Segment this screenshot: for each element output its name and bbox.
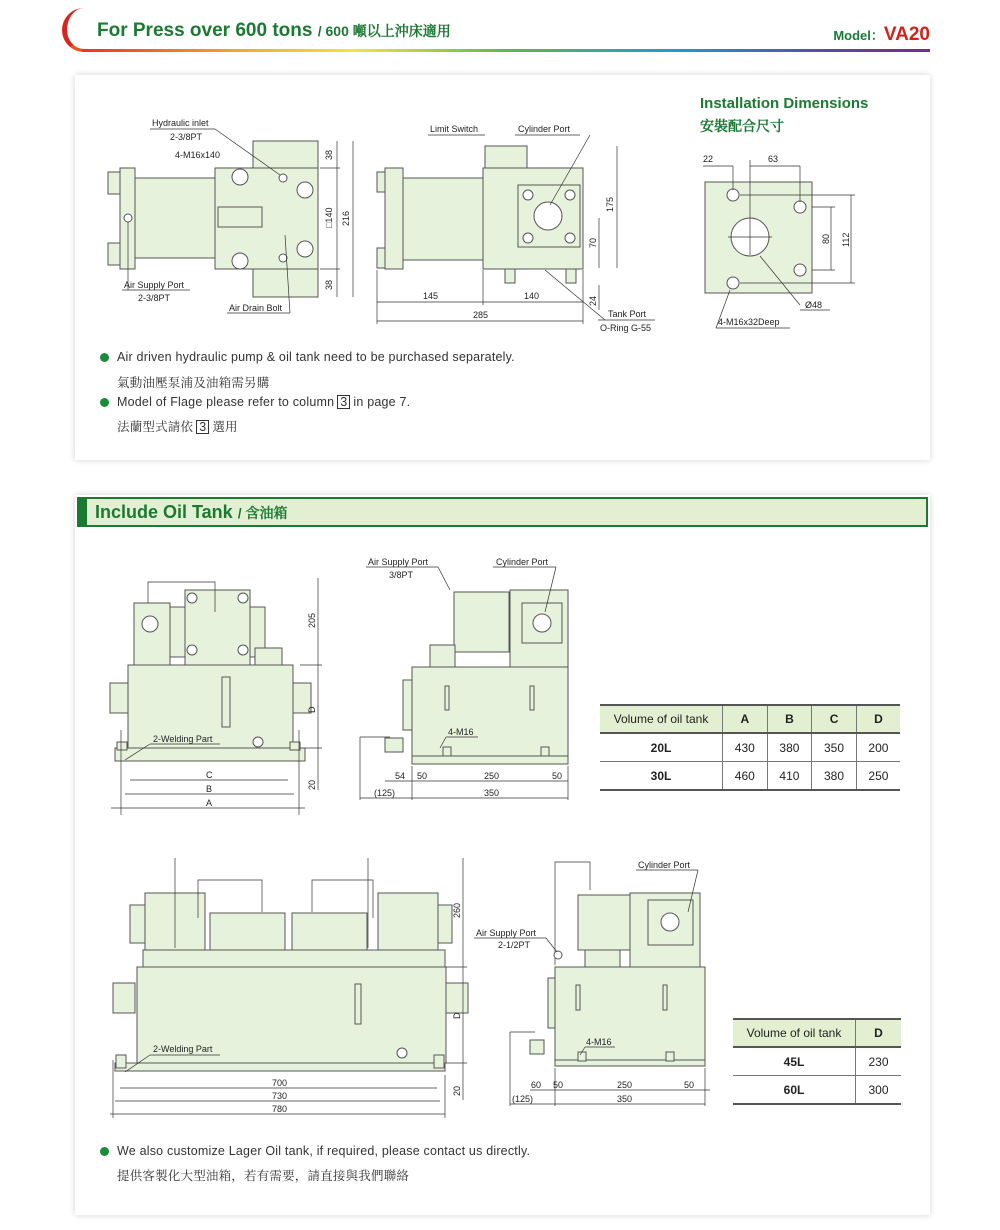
table-row xyxy=(733,1076,901,1105)
note-text: Model of Flage please refer to column xyxy=(117,395,335,409)
title-zh: / 600 噸以上沖床適用 xyxy=(317,23,451,39)
section-title: Include Oil Tank xyxy=(95,502,233,522)
dim-730: 730 xyxy=(272,1091,288,1101)
dim-205: 205 xyxy=(307,612,317,628)
label-oring: O-Ring G-55 xyxy=(600,323,652,333)
cell: 250 xyxy=(856,762,900,791)
table-row xyxy=(600,733,900,762)
dim-125: (125) xyxy=(512,1094,534,1104)
bullet-icon xyxy=(100,1147,109,1156)
note-purchase-separately xyxy=(100,350,515,364)
table-row xyxy=(733,1047,901,1076)
dim-80: 80 xyxy=(821,233,831,244)
dim-140: □140 xyxy=(324,207,334,228)
header-d: D xyxy=(856,1019,902,1047)
cell: 380 xyxy=(767,733,812,762)
drawing-tank-side xyxy=(360,557,568,800)
dim-780: 780 xyxy=(272,1104,288,1114)
label-air-drain: Air Drain Bolt xyxy=(229,303,283,313)
table-header-row xyxy=(733,1019,901,1047)
dim-285: 285 xyxy=(473,310,489,320)
label-limit-switch: Limit Switch xyxy=(430,124,479,134)
dim-60: 60 xyxy=(531,1080,542,1090)
cell: 30L xyxy=(600,762,723,791)
dim-125: (125) xyxy=(374,788,396,798)
dim-20: 20 xyxy=(452,1085,462,1096)
dim-50-left: 50 xyxy=(553,1080,564,1090)
drawing-large-tank-front xyxy=(110,858,468,1118)
cell: 230 xyxy=(856,1047,902,1076)
label-cylinder-port: Cylinder Port xyxy=(518,124,571,134)
dim-D: D xyxy=(307,706,317,713)
section-title-zh: / 含油箱 xyxy=(237,505,288,521)
column-number-box: 3 xyxy=(196,420,209,434)
label-air-supply-spec: 2-3/8PT xyxy=(138,293,171,303)
note-flange-model-zh xyxy=(117,417,238,435)
cell: 380 xyxy=(812,762,857,791)
label-hydraulic-inlet-spec: 2-3/8PT xyxy=(170,132,203,142)
column-number-box: 3 xyxy=(337,395,350,409)
table-header-row xyxy=(600,705,900,733)
header-d: D xyxy=(856,705,900,733)
cell: 200 xyxy=(856,733,900,762)
label-welding-part: 2-Welding Part xyxy=(153,734,213,744)
note-text-zh: 法蘭型式請依 xyxy=(117,420,194,434)
label-mounting-holes: 4-M16x32Deep xyxy=(718,317,780,327)
dim-140-side: 140 xyxy=(524,291,540,301)
label-air-supply-spec: 2-1/2PT xyxy=(498,940,531,950)
label-tank-port: Tank Port xyxy=(608,309,647,319)
label-welding-part: 2-Welding Part xyxy=(153,1044,213,1054)
header-b: B xyxy=(767,705,812,733)
note-flange-model xyxy=(100,395,410,409)
label-air-supply-spec: 3/8PT xyxy=(389,570,414,580)
large-oil-tank-table xyxy=(733,1018,901,1105)
drawing-top-view xyxy=(108,118,353,313)
oil-tank-dimensions-table xyxy=(600,704,900,791)
label-m16: 4-M16 xyxy=(586,1037,612,1047)
label-air-supply: Air Supply Port xyxy=(368,557,429,567)
note-text: Air driven hydraulic pump & oil tank need to be purchased separately. xyxy=(117,350,515,364)
label-cylinder-port: Cylinder Port xyxy=(496,557,549,567)
note-customize-tank xyxy=(100,1144,530,1158)
dim-20: 20 xyxy=(307,779,317,790)
cell: 350 xyxy=(812,733,857,762)
dim-50-right: 50 xyxy=(684,1080,695,1090)
cell: 460 xyxy=(723,762,768,791)
cell: 60L xyxy=(733,1076,856,1105)
header-c: C xyxy=(812,705,857,733)
dim-175: 175 xyxy=(605,196,615,212)
dim-216: 216 xyxy=(341,210,351,226)
cell: 45L xyxy=(733,1047,856,1076)
dim-B: B xyxy=(206,784,213,794)
dim-D: D xyxy=(452,1012,462,1019)
dim-50-right: 50 xyxy=(552,771,563,781)
dim-diameter-48: Ø48 xyxy=(805,300,823,310)
drawing-side-view xyxy=(377,124,655,333)
dim-A: A xyxy=(206,798,213,808)
installation-title: Installation Dimensions xyxy=(700,95,869,112)
cell: 410 xyxy=(767,762,812,791)
cell: 300 xyxy=(856,1076,902,1105)
note-customize-tank-zh: 提供客製化大型油箱，若有需要，請直接與我們聯絡 xyxy=(117,1169,410,1183)
installation-title-zh: 安裝配合尺寸 xyxy=(700,118,784,134)
model-caption: Model： xyxy=(833,28,884,43)
note-purchase-separately-zh: 氣動油壓泵浦及油箱需另購 xyxy=(117,376,270,390)
bullet-icon xyxy=(100,398,109,407)
drawing-tank-front xyxy=(110,578,322,815)
note-text-end: in page 7. xyxy=(353,395,411,409)
label-air-supply: Air Supply Port xyxy=(476,928,537,938)
label-hydraulic-inlet: Hydraulic inlet xyxy=(152,118,209,128)
dim-38-bottom: 38 xyxy=(324,279,334,290)
cell: 20L xyxy=(600,733,723,762)
dim-350: 350 xyxy=(617,1094,633,1104)
dim-22: 22 xyxy=(703,154,714,164)
dim-54: 54 xyxy=(395,771,406,781)
header-a: A xyxy=(723,705,768,733)
model-value: VA20 xyxy=(883,24,930,45)
bullet-icon xyxy=(100,353,109,362)
dim-350: 350 xyxy=(484,788,500,798)
dim-112: 112 xyxy=(841,232,851,247)
cell: 430 xyxy=(723,733,768,762)
dim-700: 700 xyxy=(272,1078,288,1088)
label-bolts: 4-M16x140 xyxy=(175,150,221,160)
header-volume: Volume of oil tank xyxy=(733,1019,856,1047)
drawing-installation xyxy=(703,154,855,328)
table-row xyxy=(600,762,900,791)
title-en: For Press over 600 tons xyxy=(97,20,313,41)
dim-70: 70 xyxy=(588,237,598,248)
dim-38-top: 38 xyxy=(324,149,334,160)
dim-250: 250 xyxy=(617,1080,633,1090)
dim-24: 24 xyxy=(588,295,598,306)
dim-145: 145 xyxy=(423,291,439,301)
dim-50-left: 50 xyxy=(417,771,428,781)
header-volume: Volume of oil tank xyxy=(600,705,723,733)
note-text-zh-end: 選用 xyxy=(212,420,238,434)
dim-63: 63 xyxy=(768,154,779,164)
dim-C: C xyxy=(206,770,213,780)
dim-250: 250 xyxy=(484,771,500,781)
note-text: We also customize Lager Oil tank, if required, please contact us directly. xyxy=(117,1144,531,1158)
label-m16: 4-M16 xyxy=(448,727,474,737)
drawing-large-tank-side xyxy=(474,860,710,1106)
dim-260: 260 xyxy=(452,902,462,918)
label-air-supply: Air Supply Port xyxy=(124,280,185,290)
label-cylinder-port: Cylinder Port xyxy=(638,860,691,870)
